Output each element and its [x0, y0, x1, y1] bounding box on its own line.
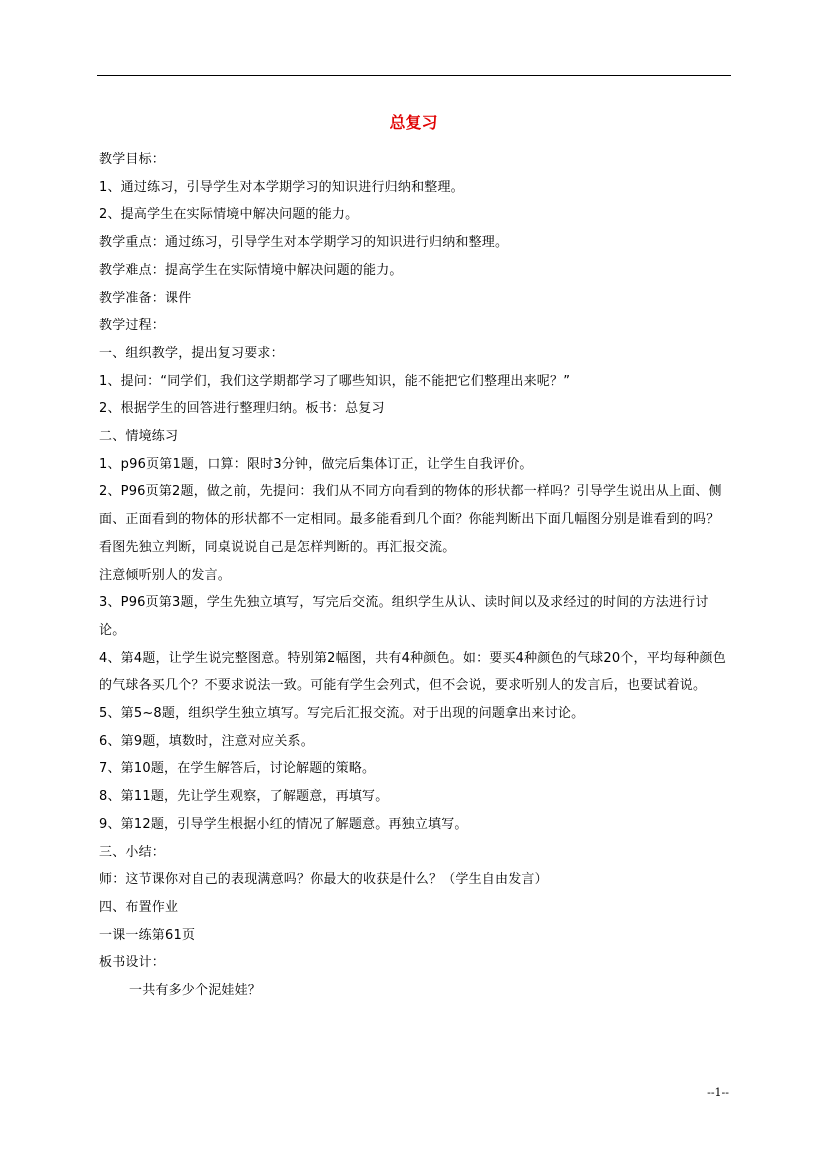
paragraph: 二、情境练习: [99, 429, 179, 445]
page-number: --1--: [707, 1086, 729, 1099]
paragraph: 7、第10题，在学生解答后，讨论解题的策略。: [99, 761, 376, 777]
document-body: [99, 146, 733, 1005]
paragraph: 板书设计：: [99, 955, 166, 971]
board-design-line: 一共有多少个泥娃娃？: [129, 983, 262, 999]
paragraph: 看图先独立判断，同桌说说自己是怎样判断的。再汇报交流。: [99, 539, 456, 555]
paragraph: 教学过程：: [99, 318, 166, 334]
paragraph: 2、根据学生的回答进行整理归纳。板书：总复习: [99, 401, 385, 417]
paragraph: 6、第9题，填数时，注意对应关系。: [99, 733, 314, 749]
paragraph: 教学难点：提高学生在实际情境中解决问题的能力。: [99, 262, 403, 278]
paragraph: 2、提高学生在实际情境中解决问题的能力。: [99, 207, 359, 223]
paragraph: 1、通过练习，引导学生对本学期学习的知识进行归纳和整理。: [99, 179, 464, 195]
paragraph: 四、布置作业: [99, 899, 179, 915]
paragraph: 9、第12题，引导学生根据小红的情况了解题意。再独立填写。: [99, 816, 468, 832]
paragraph: 一、组织教学，提出复习要求：: [99, 345, 284, 361]
paragraph: 1、提问：“同学们，我们这学期都学习了哪些知识，能不能把它们整理出来呢？”: [99, 373, 571, 389]
paragraph: 5、第5~8题，组织学生独立填写。写完后汇报交流。对于出现的问题拿出来讨论。: [99, 706, 585, 722]
paragraph: 注意倾听别人的发言。: [99, 567, 232, 583]
document-title: 总复习: [389, 113, 438, 132]
paragraph: 教学重点：通过练习，引导学生对本学期学习的知识进行归纳和整理。: [99, 235, 509, 251]
paragraph: 教学准备：课件: [99, 290, 192, 306]
paragraph: 2、P96页第2题，做之前，先提问：我们从不同方向看到的物体的形状都一样吗？引导学生说出从上面、侧面、正面看到的物体的形状都不一定相同。最多能看到几个面？你能判断出下面几幅图分别是谁看到的吗？: [99, 484, 722, 528]
paragraph: 8、第11题，先让学生观察，了解题意，再填写。: [99, 789, 389, 805]
header-rule: [97, 75, 731, 76]
paragraph: 三、小结：: [99, 844, 166, 860]
paragraph: 教学目标：: [99, 152, 166, 167]
paragraph: 师：这节课你对自己的表现满意吗？你最大的收获是什么？（学生自由发言）: [99, 872, 548, 888]
paragraph: 4、第4题，让学生说完整图意。特别第2幅图，共有4种颜色。如：要买4种颜色的气球20个，平均每种颜色的气球各买几个？不要求说法一致。可能有学生会列式，但不会说，要求听别人的发言后，也要试着说。: [99, 650, 726, 694]
paragraph: 3、P96页第3题，学生先独立填写，写完后交流。组织学生从认、读时间以及求经过的时间的方法进行讨论。: [99, 595, 709, 638]
paragraph: 1、p96页第1题，口算：限时3分钟，做完后集体订正，让学生自我评价。: [99, 456, 533, 472]
paragraph: 一课一练第61页: [99, 927, 196, 943]
